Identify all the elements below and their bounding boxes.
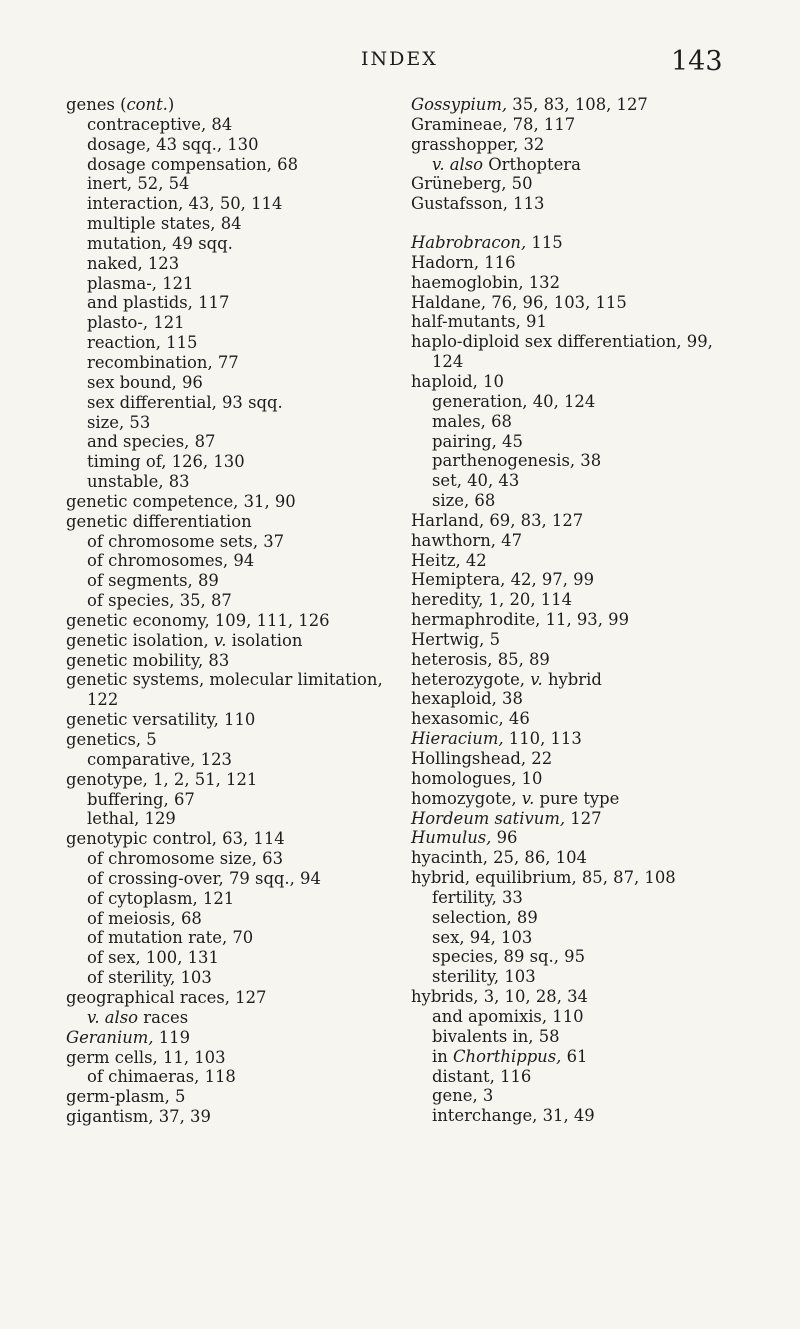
entry-text: males, 68: [432, 411, 512, 431]
index-subentry: [66, 274, 411, 294]
index-entry: [66, 710, 411, 730]
index-entry: [411, 828, 791, 848]
entry-text: v.: [521, 788, 535, 808]
index-subentry: [411, 967, 791, 987]
entry-text: pure type: [534, 788, 620, 808]
entry-text: hermaphrodite, 11, 93, 99: [411, 610, 630, 630]
entry-text: geographical races, 127: [66, 987, 267, 1007]
entry-text: interaction, 43, 50, 114: [87, 194, 283, 214]
entry-text: 124: [432, 352, 464, 372]
index-entry: [411, 987, 791, 1007]
entry-text: timing of, 126, 130: [87, 452, 245, 472]
index-entry: [411, 630, 791, 650]
entry-text: ): [167, 95, 175, 114]
index-subentry: [66, 293, 411, 313]
entry-text: sterility, 103: [432, 967, 536, 987]
index-entry: [411, 332, 791, 352]
entry-text: Hadorn, 116: [411, 252, 516, 272]
index-entry: [411, 570, 791, 590]
entry-text: 96: [491, 828, 518, 848]
index-entry: [66, 95, 411, 115]
index-entry: [66, 988, 411, 1008]
index-entry: [411, 769, 791, 789]
entry-text: in: [432, 1046, 454, 1066]
entry-text: genotypic control, 63, 114: [66, 829, 285, 849]
entry-text: set, 40, 43: [432, 471, 520, 491]
index-subentry: [66, 413, 411, 433]
entry-text: inert, 52, 54: [87, 174, 190, 194]
running-head: INDEX: [361, 48, 438, 70]
entry-text: Geranium,: [66, 1027, 154, 1047]
index-entry: [66, 611, 411, 631]
index-subentry: [411, 155, 791, 175]
index-subentry: [66, 194, 411, 214]
entry-text: haplo-diploid sex differentiation, 99,: [411, 332, 713, 352]
index-entry: [411, 115, 791, 135]
index-subentry: [66, 333, 411, 353]
index-entry-continuation: [66, 690, 411, 710]
index-subentry: [66, 472, 411, 492]
index-subentry: [66, 948, 411, 968]
index-subentry: [411, 1067, 791, 1087]
entry-text: 122: [87, 690, 119, 710]
entry-text: v.: [530, 669, 543, 689]
entry-text: sex, 94, 103: [432, 927, 533, 947]
entry-text: Hordeum sativum,: [411, 808, 566, 828]
index-entry: [66, 651, 411, 671]
index-subentry: [66, 968, 411, 988]
entry-text: and apomixis, 110: [432, 1006, 584, 1026]
index-entry-continuation: [411, 352, 791, 372]
entry-text: v.: [213, 630, 227, 650]
index-subentry: [411, 1007, 791, 1027]
entry-text: dosage, 43 sqq., 130: [87, 134, 259, 154]
entry-text: heredity, 1, 20, 114: [411, 590, 573, 610]
index-entry: [411, 789, 791, 809]
entry-text: hybrid, equilibrium, 85, 87, 108: [411, 868, 676, 888]
entry-text: of chromosomes, 94: [87, 551, 255, 571]
index-subentry: [66, 373, 411, 393]
index-subentry: [66, 452, 411, 472]
entry-text: contraceptive, 84: [87, 114, 233, 134]
index-subentry: [66, 313, 411, 333]
entry-text: gene, 3: [432, 1086, 494, 1106]
index-subentry: [66, 790, 411, 810]
entry-text: Humulus,: [411, 828, 492, 848]
entry-text: genetic differentiation: [66, 511, 252, 531]
index-column-left: [66, 95, 411, 1127]
index-subentry: [66, 809, 411, 829]
entry-text: genotype, 1, 2, 51, 121: [66, 769, 258, 789]
index-subentry: [66, 174, 411, 194]
entry-text: pairing, 45: [432, 431, 523, 451]
entry-text: 35, 83, 108, 127: [507, 95, 648, 114]
index-entry: [66, 670, 411, 690]
index-subentry: [411, 947, 791, 967]
entry-text: parthenogenesis, 38: [432, 451, 602, 471]
entry-text: buffering, 67: [87, 789, 195, 809]
entry-text: heterosis, 85, 89: [411, 649, 550, 669]
index-entry: [411, 531, 791, 551]
index-entry: [66, 829, 411, 849]
entry-text: of sterility, 103: [87, 968, 212, 988]
entry-text: hexaploid, 38: [411, 689, 523, 709]
index-subentry: [411, 1047, 791, 1067]
index-subentry: [66, 532, 411, 552]
entry-text: and species, 87: [87, 432, 216, 452]
entry-text: Hieracium,: [411, 729, 504, 749]
index-subentry: [66, 353, 411, 373]
entry-text: genetic systems, molecular limitation,: [66, 670, 383, 690]
entry-text: hyacinth, 25, 86, 104: [411, 848, 587, 868]
index-subentry: [66, 889, 411, 909]
entry-text: of chromosome size, 63: [87, 849, 283, 869]
entry-text: Grüneberg, 50: [411, 174, 533, 194]
index-entry: [411, 135, 791, 155]
entry-text: heterozygote,: [411, 669, 531, 689]
entry-text: gigantism, 37, 39: [66, 1107, 211, 1127]
entry-text: generation, 40, 124: [432, 391, 596, 411]
entry-text: 110, 113: [503, 729, 582, 749]
index-entry: [66, 1107, 411, 1127]
index-subentry: [411, 888, 791, 908]
index-entry: [66, 512, 411, 532]
entry-text: haemoglobin, 132: [411, 272, 561, 292]
index-subentry: [66, 115, 411, 135]
index-entry: [411, 709, 791, 729]
entry-text: distant, 116: [432, 1066, 532, 1086]
entry-text: hexasomic, 46: [411, 709, 530, 729]
index-subentry: [66, 1008, 411, 1028]
index-entry: [411, 809, 791, 829]
entry-text: 119: [153, 1027, 191, 1047]
entry-text: germ cells, 11, 103: [66, 1047, 226, 1067]
index-subentry: [66, 849, 411, 869]
entry-text: hawthorn, 47: [411, 530, 523, 550]
entry-text: hybrid: [542, 669, 602, 689]
entry-text: genetics, 5: [66, 730, 157, 749]
index-entry: [411, 511, 791, 531]
entry-text: races: [138, 1007, 189, 1027]
entry-text: Gustafsson, 113: [411, 194, 545, 214]
entry-text: genes (: [66, 95, 127, 114]
index-subentry: [411, 1086, 791, 1106]
entry-text: of species, 35, 87: [87, 591, 232, 611]
index-entry: [411, 312, 791, 332]
entry-text: half-mutants, 91: [411, 312, 547, 332]
index-entry: [411, 610, 791, 630]
entry-text: Hertwig, 5: [411, 629, 501, 649]
index-entry: [66, 1048, 411, 1068]
entry-text: sex bound, 96: [87, 372, 203, 392]
entry-text: genetic versatility, 110: [66, 710, 256, 730]
entry-text: Harland, 69, 83, 127: [411, 510, 584, 530]
entry-text: of meiosis, 68: [87, 908, 202, 928]
index-subentry: [66, 591, 411, 611]
entry-text: plasto-, 121: [87, 313, 185, 333]
entry-text: cont.: [126, 95, 168, 114]
index-subentry: [411, 451, 791, 471]
entry-text: Gramineae, 78, 117: [411, 114, 576, 134]
entry-text: genetic mobility, 83: [66, 650, 230, 670]
entry-text: homologues, 10: [411, 768, 543, 788]
index-entry: [411, 233, 791, 253]
index-entry: [411, 273, 791, 293]
entry-text: v. also: [87, 1007, 139, 1027]
index-subentry: [66, 432, 411, 452]
entry-text: v. also: [432, 154, 484, 174]
index-entry: [66, 770, 411, 790]
index-subentry: [66, 1067, 411, 1087]
index-entry: [411, 749, 791, 769]
entry-text: selection, 89: [432, 907, 538, 927]
entry-text: isolation: [226, 630, 303, 650]
index-subentry: [66, 571, 411, 591]
entry-text: Heitz, 42: [411, 550, 487, 570]
index-entry: [411, 95, 791, 115]
index-entry: [411, 372, 791, 392]
entry-text: Habrobracon,: [411, 233, 527, 253]
index-subentry: [411, 908, 791, 928]
entry-text: genetic isolation,: [66, 630, 214, 650]
entry-text: of segments, 89: [87, 571, 219, 591]
entry-text: 115: [526, 233, 563, 253]
index-entry: [66, 631, 411, 651]
index-entry: [411, 194, 791, 214]
entry-text: Haldane, 76, 96, 103, 115: [411, 292, 627, 312]
entry-text: and plastids, 117: [87, 293, 230, 313]
index-subentry: [411, 1027, 791, 1047]
index-entry: [66, 730, 411, 750]
index-subentry: [411, 392, 791, 412]
entry-text: mutation, 49 sqq.: [87, 233, 233, 253]
entry-text: dosage compensation, 68: [87, 154, 298, 174]
index-entry: [411, 848, 791, 868]
index-subentry: [66, 909, 411, 929]
entry-text: bivalents in, 58: [432, 1026, 560, 1046]
index-subentry: [66, 928, 411, 948]
index-entry: [411, 650, 791, 670]
index-entry: [411, 689, 791, 709]
entry-text: Hemiptera, 42, 97, 99: [411, 570, 594, 590]
entry-text: multiple states, 84: [87, 214, 242, 234]
entry-text: interchange, 31, 49: [432, 1106, 595, 1126]
index-subentry: [66, 155, 411, 175]
page-header: [0, 46, 800, 86]
entry-text: fertility, 33: [432, 887, 523, 907]
entry-text: naked, 123: [87, 253, 180, 273]
entry-text: reaction, 115: [87, 333, 198, 353]
index-subentry: [411, 928, 791, 948]
entry-text: grasshopper, 32: [411, 134, 545, 154]
entry-text: sex differential, 93 sqq.: [87, 392, 283, 412]
index-subentry: [66, 234, 411, 254]
entry-text: of chromosome sets, 37: [87, 531, 285, 551]
entry-text: Gossypium,: [411, 95, 508, 114]
entry-text: comparative, 123: [87, 749, 232, 769]
entry-text: of cytoplasm, 121: [87, 888, 235, 908]
entry-text: species, 89 sq., 95: [432, 947, 586, 967]
index-subentry: [411, 471, 791, 491]
entry-text: of chimaeras, 118: [87, 1067, 236, 1087]
index-subentry: [411, 1106, 791, 1126]
index-subentry: [66, 750, 411, 770]
entry-text: homozygote,: [411, 788, 522, 808]
entry-text: lethal, 129: [87, 809, 176, 829]
index-subentry: [66, 135, 411, 155]
index-subentry: [66, 551, 411, 571]
entry-text: Chorthippus,: [453, 1046, 562, 1066]
index-subentry: [66, 869, 411, 889]
entry-text: genetic economy, 109, 111, 126: [66, 610, 330, 630]
index-entry: [411, 729, 791, 749]
index-entry: [411, 253, 791, 273]
index-subentry: [411, 412, 791, 432]
entry-text: hybrids, 3, 10, 28, 34: [411, 987, 588, 1007]
index-entry: [66, 492, 411, 512]
entry-text: unstable, 83: [87, 472, 190, 492]
entry-text: of crossing-over, 79 sqq., 94: [87, 868, 321, 888]
entry-text: recombination, 77: [87, 352, 239, 372]
index-entry: [66, 1028, 411, 1048]
entry-text: haploid, 10: [411, 371, 504, 391]
index-entry: [411, 174, 791, 194]
entry-text: of sex, 100, 131: [87, 948, 219, 968]
entry-text: 127: [565, 808, 602, 828]
index-entry: [411, 551, 791, 571]
entry-text: Hollingshead, 22: [411, 749, 553, 768]
index-subentry: [66, 214, 411, 234]
index-entry: [411, 670, 791, 690]
entry-text: size, 68: [432, 491, 496, 511]
entry-text: germ-plasm, 5: [66, 1087, 186, 1107]
entry-text: plasma-, 121: [87, 273, 194, 293]
index-entry: [411, 293, 791, 313]
index-entry: [66, 1087, 411, 1107]
index-subentry: [411, 432, 791, 452]
entry-text: size, 53: [87, 412, 151, 432]
index-entry: [411, 868, 791, 888]
entry-text: 61: [561, 1046, 588, 1066]
page-number: 143: [671, 46, 723, 77]
index-entry: [411, 590, 791, 610]
entry-text: Orthoptera: [483, 154, 581, 174]
entry-text: genetic competence, 31, 90: [66, 491, 296, 511]
index-subentry: [66, 254, 411, 274]
entry-text: of mutation rate, 70: [87, 928, 254, 948]
index-subentry: [66, 393, 411, 413]
index-subentry: [411, 491, 791, 511]
index-column-right: [411, 95, 791, 1126]
